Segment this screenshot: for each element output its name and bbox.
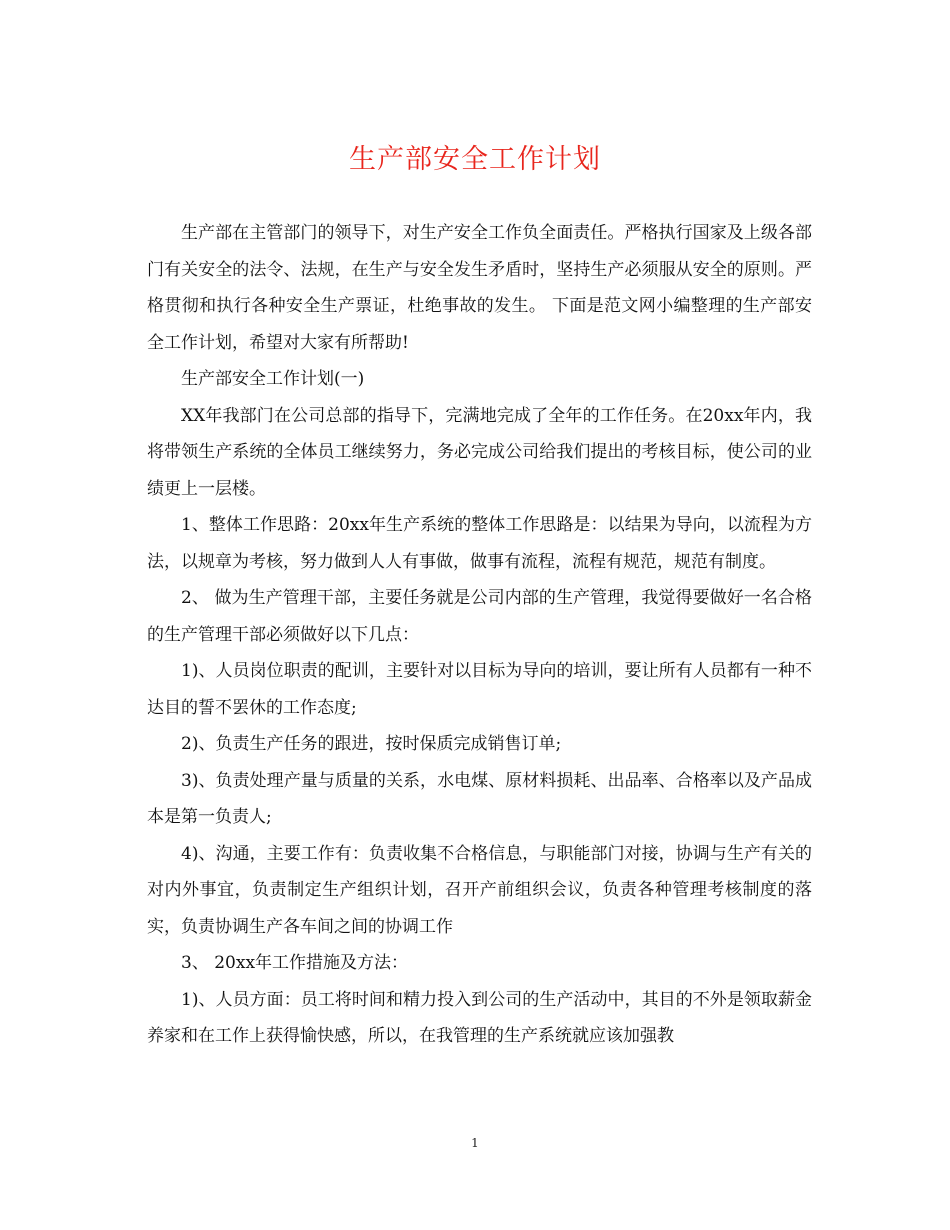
paragraph: 2)、负责生产任务的跟进，按时保质完成销售订单;: [181, 734, 562, 754]
paragraph-section-heading: 生产部安全工作计划(一): [181, 369, 365, 389]
paragraph: 2、 做为生产管理干部，主要任务就是公司内部的生产管理，我觉得要做好一名合格的生产管理干部必须做好以下几点：: [147, 588, 812, 645]
paragraph: XX年我部门在公司总部的指导下，完满地完成了全年的工作任务。在20xx年内，我将带领生产系统的全体员工继续努力，务必完成公司给我们提出的考核目标，使公司的业绩更上一层楼。: [147, 405, 812, 499]
paragraph: 1)、人员方面：员工将时间和精力投入到公司的生产活动中，其目的不外是领取薪金养家和在工作上获得愉快感，所以，在我管理的生产系统就应该加强教: [147, 989, 812, 1046]
paragraph: 4)、沟通，主要工作有：负责收集不合格信息，与职能部门对接，协调与生产有关的对内外事宜，负责制定生产组织计划，召开产前组织会议，负责各种管理考核制度的落实，负责协调生产各车间之间的协调工作: [147, 843, 812, 937]
paragraph: 1)、人员岗位职责的配训，主要针对以目标为导向的培训，要让所有人员都有一种不达目的誓不罢休的工作态度;: [147, 661, 812, 718]
paragraph-intro: 生产部在主管部门的领导下，对生产安全工作负全面责任。严格执行国家及上级各部门有关安全的法令、法规，在生产与安全发生矛盾时，坚持生产必须服从安全的原则。严格贯彻和执行各种安全生产票证，杜绝事故的发生。 下面是范文网小编整理的生产部安全工作计划，希望对大家有所帮助!: [147, 223, 812, 353]
paragraph: 3、 20xx年工作措施及方法：: [181, 953, 409, 973]
document-title: 生产部安全工作计划: [349, 144, 601, 175]
page-number: 1: [471, 1136, 479, 1150]
paragraph: 3)、负责处理产量与质量的关系，水电煤、原材料损耗、出品率、合格率以及产品成本是第一负责人;: [147, 770, 812, 827]
document-body: [147, 215, 812, 1055]
paragraph: 1、整体工作思路：20xx年生产系统的整体工作思路是：以结果为导向，以流程为方法，以规章为考核，努力做到人人有事做，做事有流程，流程有规范，规范有制度。: [147, 515, 812, 572]
